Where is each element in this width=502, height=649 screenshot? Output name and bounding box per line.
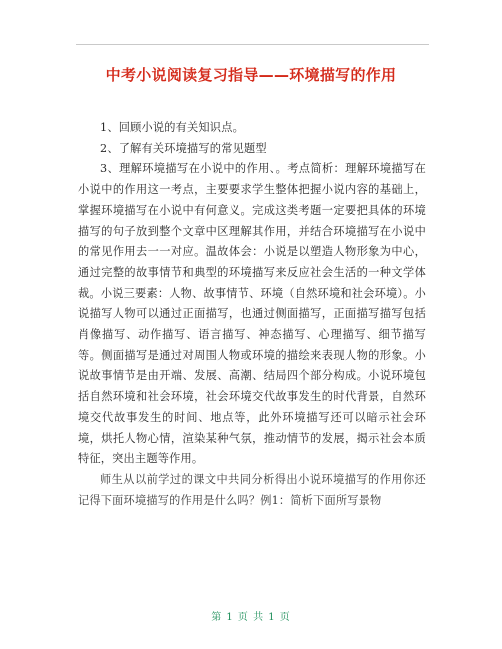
paragraph-3: 3、理解环境描写在小说中的作用、。考点简析：理解环境描写在小说中的作用这一考点，主要要求学生整体把握小说内容的基础上，掌握环境描写在小说中有何意义。完成这类考题一定要把具体的环境描写的句子放到整个文章中区理解其作用，并结合环境描写在小说中的常见作用去一一对应。温故体会：小说是以塑造人物形象为中心，通过完整的故事情节和典型的环境描写来反应社会生活的一种文学体裁。小说三要素：人物、故事情节、环境（自然环境和社会环境）。小说描写人物可以通过正面描写，也通过侧面描写，正面描写描写包括肖像描写、动作描写、语言描写、神态描写、心理描写、细节描写等。侧面描写是通过对周围人物或环境的描绘来表现人物的形象。小说故事情节是由开端、发展、高潮、结局四个部分构成。小说环境包括自然环境和社会环境，社会环境交代故事发生的时代背景，自然环境交代故事发生的时间、地点等，此外环境描写还可以暗示社会环境，烘托人物心情，渲染某种气氛，推动情节的发展，揭示社会本质特征，突出主题等作用。	[78, 162, 426, 466]
page-footer: 第 1 页 共 1 页	[211, 612, 291, 623]
header-rule	[76, 44, 429, 45]
paragraph-1: 1、回顾小说的有关知识点。	[100, 121, 244, 134]
paragraph-2: 2、了解有关环境描写的常见题型	[100, 141, 267, 155]
paragraph-4: 师生从以前学过的课文中共同分析得出小说环境描写的作用你还记得下面环境描写的作用是什么吗？例1：简析下面所写景物	[78, 472, 426, 507]
document-title: 中考小说阅读复习指导——环境描写的作用	[105, 66, 397, 84]
document-body	[78, 118, 426, 511]
